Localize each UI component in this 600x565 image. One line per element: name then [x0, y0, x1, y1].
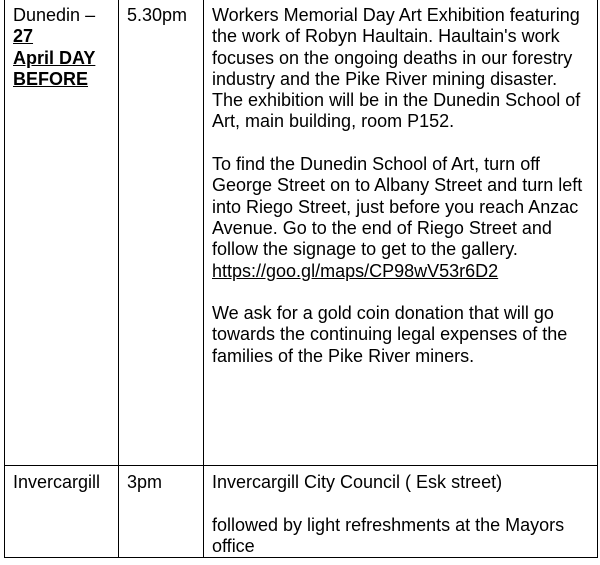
- directions-text: To find the Dunedin School of Art, turn off George Street on to Albany Street and turn left into Riego Street, just before you reach Anzac Avenue. Go to the end of Riego Street and follow the signage to get to the gallery.: [212, 154, 583, 260]
- description-paragraph: Workers Memorial Day Art Exhibition featuring the work of Robyn Haultain. Haultain's work focuses on the ongoing deaths in our forestry industry and the Pike River mining disaster. The exhibition will be in the Dunedin School of Art, main building, room P152.: [212, 5, 581, 132]
- place-cell: [5, 466, 119, 558]
- events-table: [4, 0, 598, 558]
- map-link[interactable]: https://goo.gl/maps/CP98wV53r6D2: [212, 260, 499, 281]
- place-cell: [5, 0, 119, 466]
- place-separator: –: [80, 5, 96, 25]
- description-cell: [204, 466, 598, 558]
- event-time: 5.30pm: [127, 5, 188, 25]
- time-cell: [119, 466, 204, 558]
- event-time: 3pm: [127, 472, 163, 492]
- place-date: 27: [13, 26, 34, 47]
- table-row: [5, 466, 598, 558]
- directions-paragraph: [212, 154, 589, 282]
- venue-paragraph: Invercargill City Council ( Esk street): [212, 472, 503, 492]
- time-cell: [119, 0, 204, 466]
- place-date-note: April DAY BEFORE: [13, 47, 96, 89]
- donation-paragraph: We ask for a gold coin donation that will go towards the continuing legal expenses of the families of the Pike River miners.: [212, 303, 568, 366]
- place-name: Invercargill: [13, 472, 101, 492]
- refreshments-paragraph: followed by light refreshments at the Mayors office: [212, 514, 565, 556]
- description-cell: [204, 0, 598, 466]
- place-name: Dunedin: [13, 5, 81, 25]
- table-row: [5, 0, 598, 466]
